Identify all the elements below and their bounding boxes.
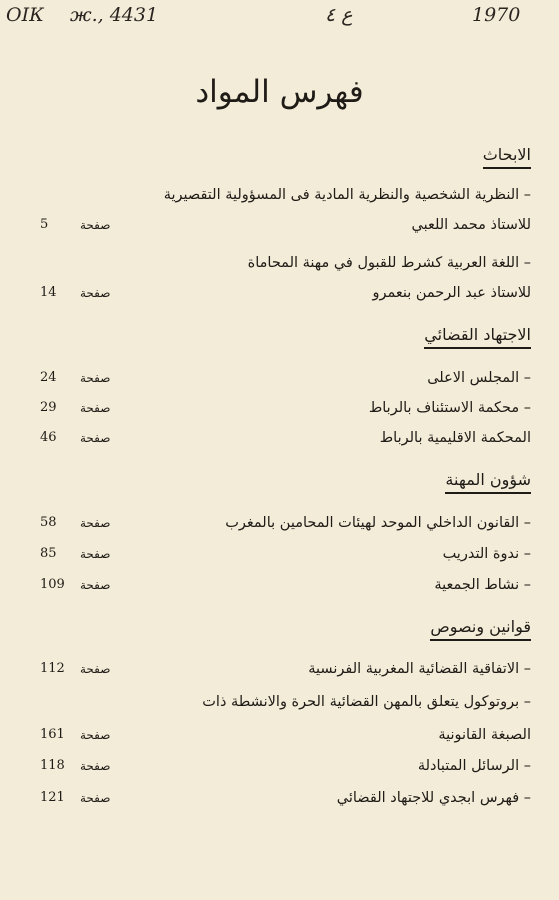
entry-title: – محكمة الاستئناف بالرباط [368,400,531,416]
entry-title: – الرسائل المتبادلة [417,758,531,774]
page-word: صفحة [80,728,111,742]
toc-entry [40,572,531,598]
page-number: 118 [40,758,65,773]
toc-entry [40,250,531,276]
handwritten-annotation-left: ОІК [6,4,44,26]
entry-author: للاستاذ محمد اللعبي [411,217,531,233]
page-number: 29 [40,400,57,415]
page-word: صفحة [80,371,111,385]
entry-title: – نشاط الجمعية [434,577,531,593]
page-number: 161 [40,727,65,742]
toc-entry [40,722,531,748]
page-word: صفحة [80,791,111,805]
page-word: صفحة [80,431,111,445]
entry-title: – القانون الداخلي الموحد لهيئات المحامين بالمغرب [225,515,531,531]
page-number: 46 [40,430,57,445]
page-number: 121 [40,790,65,805]
toc-entry [40,785,531,811]
page-number: 112 [40,661,65,676]
page-number: 58 [40,515,57,530]
entry-title-continued: الصبغة القانونية [438,727,531,743]
entry-title: – بروتوكول يتعلق بالمهن القضائية الحرة والانشطة ذات [202,694,531,710]
entry-title: – النظرية الشخصية والنظرية المادية فى المسؤولية التقصيرية [163,187,531,203]
toc-entry [40,689,531,715]
entry-title: – اللغة العربية كشرط للقبول في مهنة المحاماة [247,255,531,271]
toc-entry [40,365,531,391]
toc-entry [40,280,531,306]
page-number: 24 [40,370,57,385]
page-number: 109 [40,577,65,592]
entry-author: للاستاذ عبد الرحمن بنعمرو [372,285,531,301]
toc-entry [40,425,531,451]
page-number: 14 [40,285,57,300]
page-word: صفحة [80,218,111,232]
page-word: صفحة [80,759,111,773]
section-heading-jurisprudence: الاجتهاد القضائي [424,325,531,349]
page-word: صفحة [80,547,111,561]
page-word: صفحة [80,401,111,415]
toc-entry [40,182,531,208]
page-number: 5 [40,217,49,232]
handwritten-annotation-center-left: ж., 4431 [70,4,159,26]
handwritten-annotation-center: ع ٤ [325,4,353,26]
toc-entry [40,395,531,421]
entry-title: – الاتفاقية القضائية المغربية الفرنسية [308,661,531,677]
entry-title: – المجلس الاعلى [427,370,531,386]
page-number: 85 [40,546,57,561]
toc-entry [40,541,531,567]
page-word: صفحة [80,578,111,592]
section-heading-research: الابحاث [483,145,531,169]
page-word: صفحة [80,662,111,676]
page-title: فهرس المواد [195,74,364,110]
handwritten-annotation-year: 1970 [472,4,521,26]
entry-title: المحكمة الاقليمية بالرباط [379,430,531,446]
entry-title: – فهرس ابجدي للاجتهاد القضائي [336,790,531,806]
toc-entry [40,510,531,536]
page-word: صفحة [80,286,111,300]
entry-title: – ندوة التدريب [442,546,531,562]
toc-entry [40,753,531,779]
toc-entry [40,656,531,682]
page-word: صفحة [80,516,111,530]
section-heading-profession-affairs: شؤون المهنة [445,470,531,494]
section-heading-laws-texts: قوانين ونصوص [430,617,531,641]
toc-entry [40,212,531,238]
